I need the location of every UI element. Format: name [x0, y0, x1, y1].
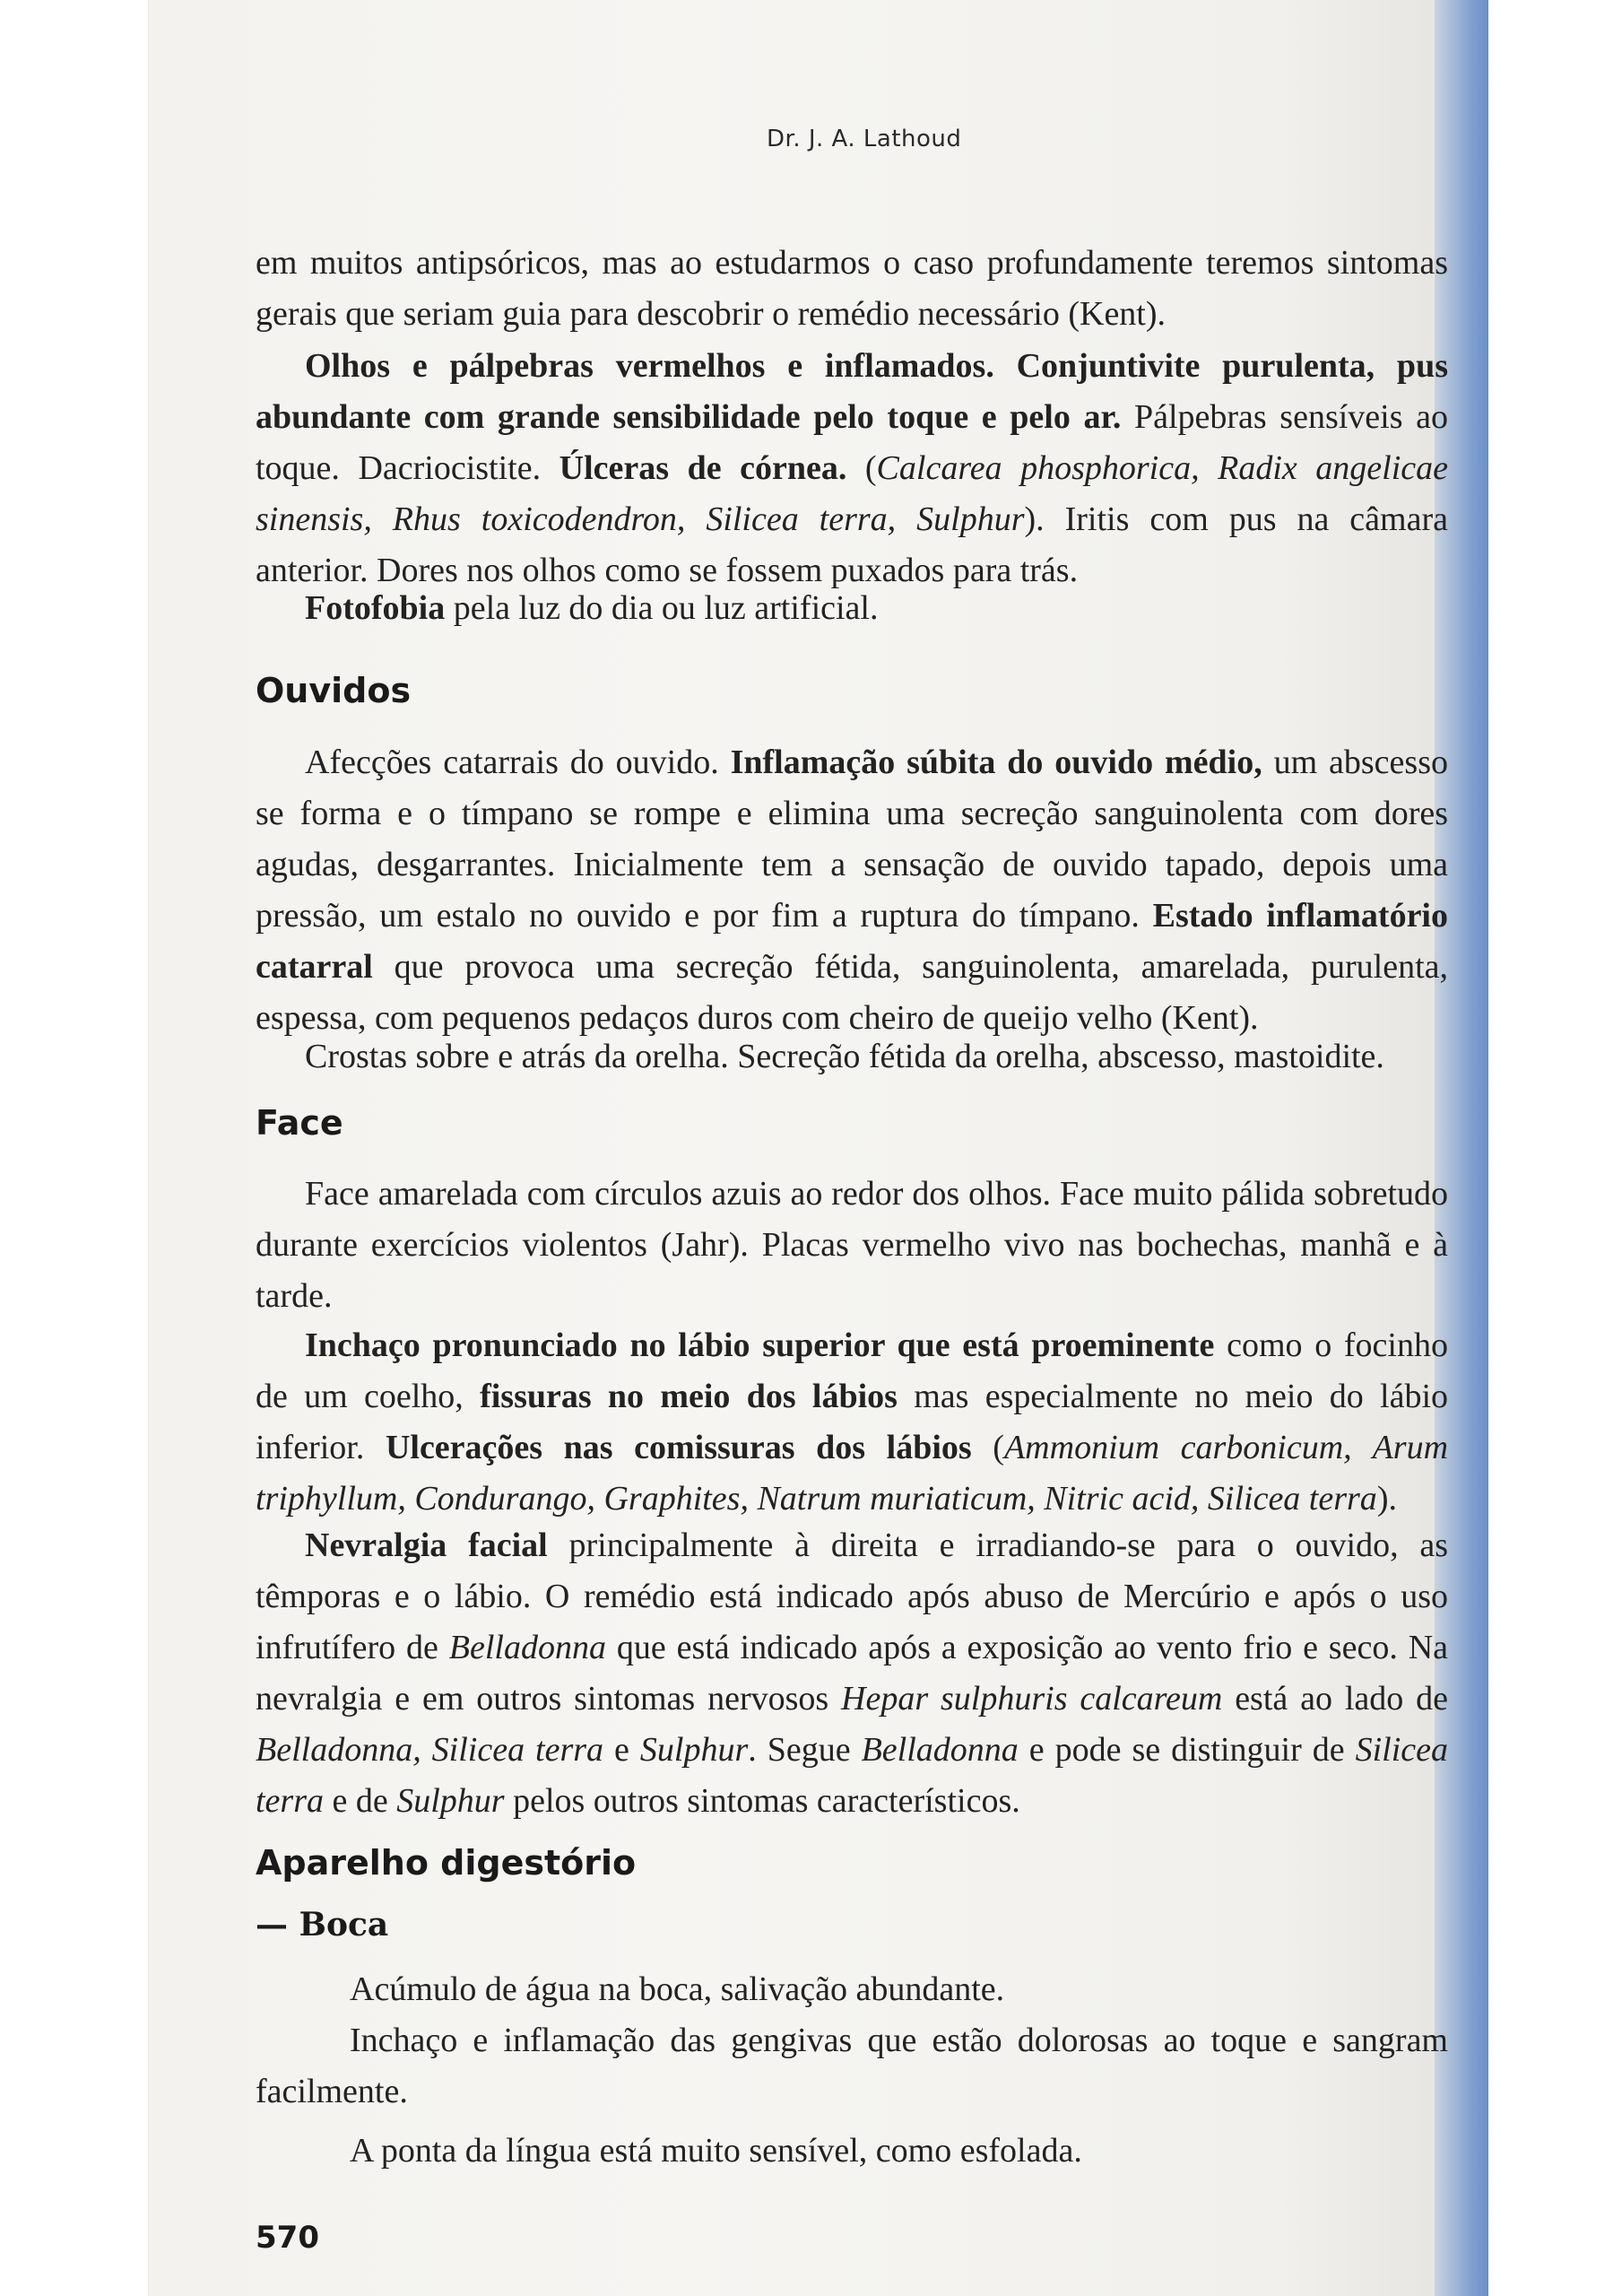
boca-text-3: A ponta da língua está muito sensível, como esfolada. [350, 2132, 1082, 2170]
face-italic-1: Belladonna [448, 1629, 606, 1666]
face-text-8: está ao lado de [1222, 1680, 1449, 1718]
face-text-2: como o focinho de um coelho, [256, 1326, 1448, 1415]
face-italic-2: Hepar sulphuris calcareum [841, 1680, 1223, 1718]
face-text-10: . Segue [748, 1731, 862, 1769]
ouvidos-text-1: Afecções catarrais do ouvido. [305, 744, 731, 781]
face-italic-5: Belladonna [861, 1731, 1019, 1769]
paragraph-intro [256, 238, 1448, 340]
eyes-bold-2: Úlceras de córnea. [559, 449, 847, 487]
face-text-9: e [603, 1731, 640, 1769]
photophobia-bold: Fotofobia [305, 589, 446, 627]
heading-digestorio: Aparelho digestório [256, 1843, 637, 1883]
paragraph-face-3 [256, 1520, 1448, 1827]
face-text-6: principalmente à direita e irradiando-se para o ouvido, as têmporas e o lábio. O remédio está indicado após abuso de Mercúrio e após o uso infrutífero de [256, 1526, 1448, 1666]
eyes-text-3: ). Iritis com pus na câmara anterior. Dores nos olhos como se fossem puxados para trás. [256, 500, 1448, 589]
eyes-text-2: ( [846, 449, 877, 487]
eyes-bold-1: Olhos e pálpebras vermelhos e inflamados. Conjuntivite purulenta, pus abundante com grande sensibilidade pelo toque e pelo ar. [256, 347, 1448, 436]
face-text-5: ). [1376, 1480, 1397, 1518]
ouvidos-bold-2: Estado inflamatório catarral [256, 897, 1448, 986]
face-italic-4: Sulphur [639, 1731, 749, 1769]
paragraph-ouvidos-1 [256, 737, 1448, 1044]
paragraph-boca-2 [256, 2015, 1448, 2118]
face-italic-3: Belladonna, Silicea terra [256, 1731, 604, 1769]
left-margin [0, 0, 148, 2296]
intro-text: em muitos antipsóricos, mas ao estudarmos o caso profundamente teremos sintomas gerais que seriam guia para descobrir o remédio necessário (Kent). [256, 244, 1448, 333]
face-text-13: pelos outros sintomas característicos. [504, 1782, 1020, 1820]
face-text-3: mas especialmente no meio do lábio inferior. [256, 1378, 1449, 1466]
heading-face: Face [256, 1103, 343, 1143]
eyes-remedies: Calcarea phosphorica, Radix angelicae sinensis, Rhus toxicodendron, Silicea terra, Sulphur [256, 449, 1449, 538]
boca-text-2: Inchaço e inflamação das gengivas que estão dolorosas ao toque e sangram facilmente. [256, 2022, 1448, 2110]
face-text-12: e de [324, 1782, 397, 1820]
face-text-4: ( [971, 1429, 1004, 1466]
paragraph-face-2 [256, 1320, 1448, 1525]
eyes-text-1: Pálpebras sensíveis ao toque. Dacriocistite. [256, 398, 1448, 487]
paragraph-photophobia [256, 583, 1448, 634]
right-margin [1488, 0, 1622, 2296]
face-bold-4: Nevralgia facial [305, 1526, 548, 1564]
photophobia-text: pela luz do dia ou luz artificial. [445, 589, 879, 627]
running-head: Dr. J. A. Lathoud [767, 126, 962, 152]
subheading-boca: — Boca [256, 1906, 389, 1944]
ouvidos-text-3: que provoca uma secreção fétida, sanguinolenta, amarelada, purulenta, espessa, com pequenos pedaços duros com cheiro de queijo velho (Kent). [256, 948, 1448, 1037]
paragraph-boca-1 [256, 1964, 1448, 2015]
face-text-1: Face amarelada com círculos azuis ao redor dos olhos. Face muito pálida sobretudo durante exercícios violentos (Jahr). Placas vermelho vivo nas bochechas, manhã e à tarde. [256, 1175, 1448, 1315]
face-remedies: Ammonium carbonicum, Arum triphyllum, Condurango, Graphites, Natrum muriaticum, Nitric acid, Silicea terra [256, 1429, 1449, 1518]
heading-ouvidos: Ouvidos [256, 671, 412, 710]
paragraph-eyes [256, 341, 1448, 596]
face-bold-1: Inchaço pronunciado no lábio superior que está proeminente [305, 1326, 1215, 1364]
boca-text-1: Acúmulo de água na boca, salivação abundante. [350, 1970, 1005, 2008]
face-italic-6: Silicea terra [256, 1731, 1448, 1820]
paragraph-ouvidos-2 [256, 1031, 1448, 1083]
face-italic-7: Sulphur [396, 1782, 505, 1820]
ouvidos-text-2: um abscesso se forma e o tímpano se rompe e elimina uma secreção sanguinolenta com dores agudas, desgarrantes. Inicialmente tem a sensação de ouvido tapado, depois uma pressão, um estalo no ouvido e por fim a ruptura do tímpano. [256, 744, 1448, 935]
paragraph-boca-3 [256, 2126, 1448, 2177]
face-bold-3: Ulcerações nas comissuras dos lábios [385, 1429, 972, 1466]
paragraph-face-1 [256, 1169, 1448, 1322]
face-text-11: e pode se distinguir de [1018, 1731, 1356, 1769]
face-text-7: que está indicado após a exposição ao vento frio e seco. Na nevralgia e em outros sintomas nervosos [256, 1629, 1448, 1718]
page-number: 570 [256, 2220, 319, 2256]
ouvidos-text-4: Crostas sobre e atrás da orelha. Secreção fétida da orelha, abscesso, mastoidite. [305, 1038, 1384, 1075]
face-bold-2: fissuras no meio dos lábios [480, 1378, 898, 1415]
ouvidos-bold-1: Inflamação súbita do ouvido médio, [730, 744, 1262, 781]
